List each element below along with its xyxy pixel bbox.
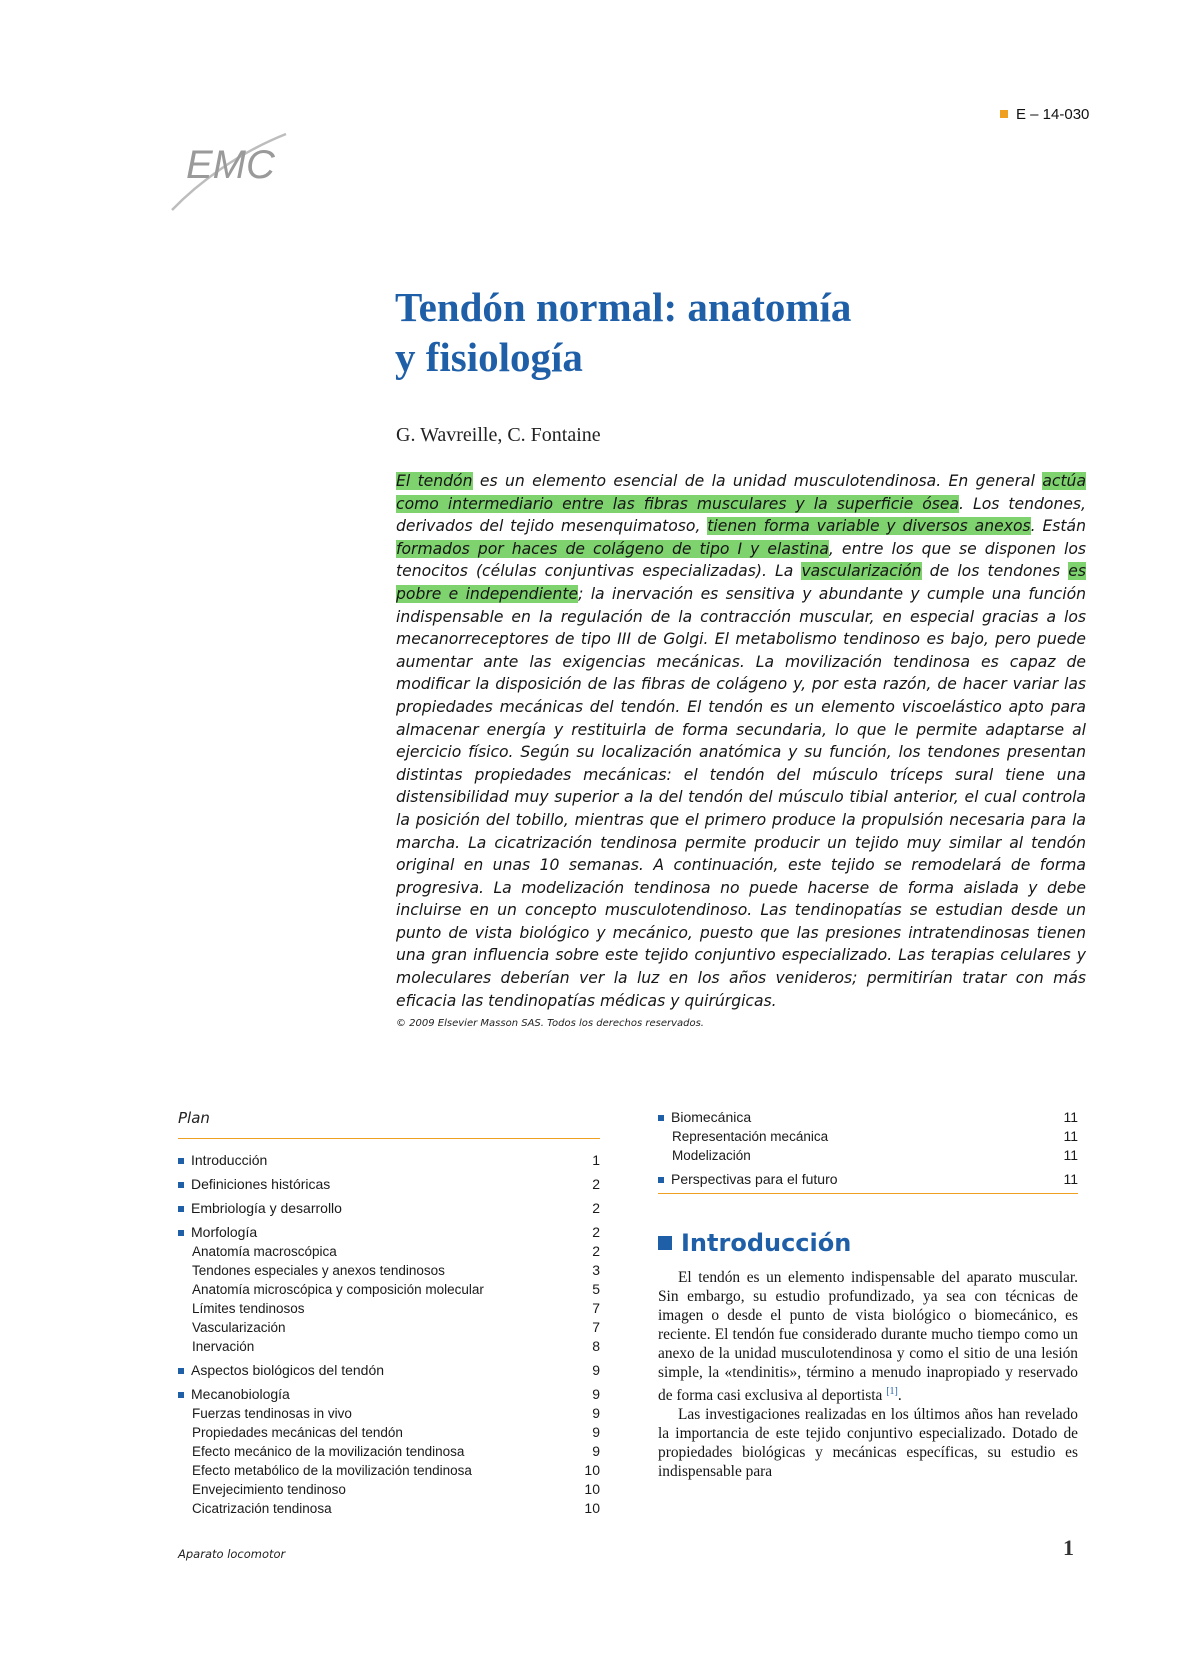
abstract-text: , entre los que se disponen los tenocitos (células conjuntivas especializadas). La [396, 539, 1086, 581]
toc-page-number: 5 [592, 1281, 600, 1297]
plan-title: Plan [178, 1109, 210, 1127]
toc-subentry[interactable] [178, 1480, 600, 1499]
bullet-square-icon [658, 1177, 664, 1183]
toc-label: Cicatrización tendinosa [192, 1501, 332, 1516]
copyright: © 2009 Elsevier Masson SAS. Todos los derechos reservados. [396, 1018, 704, 1029]
toc-page-number: 2 [592, 1200, 600, 1216]
toc-page-number: 9 [592, 1405, 600, 1421]
toc-page-number: 2 [592, 1243, 600, 1259]
highlighted-text: El tendón [396, 472, 473, 490]
paragraph-1-end: . [897, 1387, 902, 1405]
bullet-square-icon [178, 1392, 184, 1398]
toc-label: Efecto mecánico de la movilización tendinosa [192, 1444, 465, 1459]
abstract-text: . Están [1030, 517, 1086, 536]
toc-subentry[interactable] [178, 1404, 600, 1423]
abstract-text: es un elemento esencial de la unidad musculotendinosa. En general [472, 472, 1043, 490]
toc-page-number: 9 [592, 1443, 600, 1459]
toc-label: Embriología y desarrollo [191, 1200, 342, 1216]
paragraph-1-text: El tendón es un elemento indispensable del aparato muscular. Sin embargo, su estudio profundizado, ya sea con técnicas de imagen o desde el punto de vista biológico o biomecánico, es reciente. El tendón fue considerado durante mucho tiempo como un anexo de la unidad musculotendinosa y como el sitio de una lesión simple, la «tendinitis», término a menudo inapropiado y reservado de forma casi exclusiva al deportista [658, 1269, 1078, 1405]
toc-page-number: 9 [592, 1386, 600, 1402]
toc-page-number: 8 [592, 1338, 600, 1354]
toc-entry[interactable] [658, 1108, 1078, 1127]
highlighted-text: formados por haces de colágeno de tipo I y elastina [396, 539, 829, 558]
toc-subentry[interactable] [178, 1318, 600, 1337]
toc-entry[interactable] [658, 1170, 1078, 1189]
title-line-2: y fisiología [395, 334, 583, 380]
toc-page-number: 3 [592, 1262, 600, 1278]
toc-right-divider [658, 1193, 1078, 1194]
authors: G. Wavreille, C. Fontaine [396, 424, 601, 446]
orange-square-icon [1000, 110, 1008, 118]
toc-label: Vascularización [192, 1320, 286, 1335]
blue-square-icon [658, 1236, 672, 1250]
toc-entry[interactable] [178, 1385, 600, 1404]
toc-label: Definiciones históricas [191, 1176, 331, 1192]
toc-page-number: 2 [592, 1224, 600, 1240]
toc-label: Propiedades mecánicas del tendón [192, 1425, 403, 1440]
toc-page-number: 10 [584, 1481, 600, 1497]
logo-text: EMC [186, 143, 275, 187]
title-line-1: Tendón normal: anatomía [395, 284, 852, 330]
toc-page-number: 11 [1063, 1128, 1078, 1144]
toc-label: Introducción [191, 1152, 268, 1168]
toc-subentry[interactable] [178, 1299, 600, 1318]
paragraph-1 [658, 1268, 1078, 1405]
abstract [396, 470, 1086, 1012]
citation-link[interactable]: [1] [886, 1386, 898, 1397]
toc-label: Morfología [191, 1224, 258, 1240]
toc-label: Inervación [192, 1339, 255, 1354]
toc-label: Biomecánica [671, 1109, 752, 1125]
toc-label: Envejecimiento tendinoso [192, 1482, 346, 1497]
toc-label: Límites tendinosos [192, 1301, 305, 1316]
section-heading [658, 1229, 851, 1257]
section-heading-text: Introducción [681, 1229, 852, 1257]
highlighted-text: tienen forma variable y diversos anexos [707, 517, 1031, 536]
toc-label: Perspectivas para el futuro [671, 1171, 838, 1187]
toc-label: Tendones especiales y anexos tendinosos [192, 1263, 445, 1278]
paragraph-2: Las investigaciones realizadas en los últimos años han revelado la importancia de este tejido conjuntivo especializado. Dotado de propiedades biológicas y mecánicas específicas, su estudio es indispensable para [658, 1406, 1078, 1481]
abstract-text: ; la inervación es sensitiva y abundante y cumple una función indispensable en la regulación de la contracción muscular, en especial gracias a los mecanorreceptores de tipo III de Golgi. El metabolismo tendinoso es bajo, pero puede aumentar ante las exigencias mecánicas. La movilización tendinosa es capaz de modificar la disposición de las fibras de colágeno y, por esta razón, de hacer variar las propiedades mecánicas del tendón. El tendón es un elemento viscoelástico apto para almacenar energía y restituirla de forma secundaria, lo que le permite adaptarse al ejercicio físico. Según su localización anatómica y su función, los tendones presentan distintas propiedades mecánicas: el tendón del músculo tríceps sural tiene una distensibilidad muy superior a la del tendón del músculo tibial anterior, el cual controla la posición del tobillo, mientras que el primero produce la propulsión necesaria para la marcha. La cicatrización tendinosa permite producir un tejido muy similar al tendón original en unas 10 semanas. A continuación, este tejido se remodelará de forma progresiva. La modelización tendinosa no puede hacerse de forma aislada y debe incluirse en un concepto musculotendinoso. Las tendinopatías se estudian desde un punto de vista biológico y mecánico, puesto que las presiones intratendinosas tienen una gran influencia sobre este tejido conjuntivo especializado. Las terapias celulares y moleculares deberían ver la luz en los años venideros; permitirían tratar con más eficacia las tendinopatías médicas y quirúrgicas. [396, 584, 1086, 1010]
bullet-square-icon [178, 1230, 184, 1236]
abstract-text: . Los tendones, derivados del tejido mesenquimatoso, [396, 494, 1086, 536]
toc-subentry[interactable] [178, 1423, 600, 1442]
highlighted-text: vascularización [801, 562, 922, 581]
plan-divider [178, 1138, 600, 1139]
article-title [395, 282, 851, 382]
bullet-square-icon [178, 1206, 184, 1212]
toc-subentry[interactable] [178, 1337, 600, 1356]
toc-page-number: 7 [592, 1300, 600, 1316]
bullet-square-icon [658, 1115, 664, 1121]
toc-page-number: 2 [592, 1176, 600, 1192]
toc-page-number: 7 [592, 1319, 600, 1335]
journal-name: Aparato locomotor [178, 1547, 286, 1561]
emc-logo [168, 128, 288, 212]
toc-entry[interactable] [178, 1199, 600, 1218]
toc-subentry[interactable] [178, 1242, 600, 1261]
toc-entry[interactable] [178, 1223, 600, 1242]
page-number: 1 [1063, 1535, 1074, 1560]
toc-entry[interactable] [178, 1175, 600, 1194]
toc-label: Efecto metabólico de la movilización tendinosa [192, 1463, 472, 1478]
toc-page-number: 11 [1063, 1171, 1078, 1187]
toc-page-number: 11 [1063, 1147, 1078, 1163]
toc-subentry[interactable] [178, 1280, 600, 1299]
toc-subentry[interactable] [178, 1461, 600, 1480]
toc-entry[interactable] [178, 1151, 600, 1170]
toc-label: Fuerzas tendinosas in vivo [192, 1406, 352, 1421]
toc-label: Modelización [672, 1148, 751, 1163]
toc-page-number: 1 [592, 1152, 600, 1168]
toc-left-column [178, 1151, 600, 1518]
toc-entry[interactable] [178, 1361, 600, 1380]
toc-subentry[interactable] [178, 1442, 600, 1461]
toc-subentry[interactable] [658, 1127, 1078, 1146]
toc-label: Anatomía macroscópica [192, 1244, 337, 1259]
toc-subentry[interactable] [178, 1261, 600, 1280]
toc-page-number: 10 [584, 1462, 600, 1478]
toc-page-number: 9 [592, 1362, 600, 1378]
toc-page-number: 9 [592, 1424, 600, 1440]
section-body [658, 1268, 1078, 1481]
bullet-square-icon [178, 1182, 184, 1188]
toc-subentry[interactable] [178, 1499, 600, 1518]
toc-page-number: 11 [1063, 1109, 1078, 1125]
abstract-text: de los tendones [921, 562, 1069, 581]
bullet-square-icon [178, 1368, 184, 1374]
bullet-square-icon [178, 1158, 184, 1164]
toc-subentry[interactable] [658, 1146, 1078, 1165]
toc-label: Aspectos biológicos del tendón [191, 1362, 385, 1378]
article-code-text: E – 14-030 [1016, 106, 1090, 123]
article-code [1000, 106, 1089, 123]
toc-label: Anatomía microscópica y composición molecular [192, 1282, 484, 1297]
toc-right-column [658, 1108, 1078, 1189]
highlighted-text: actúa como intermediario entre las fibras musculares y la superficie ósea [396, 472, 1086, 513]
toc-label: Mecanobiología [191, 1386, 290, 1402]
toc-label: Representación mecánica [672, 1129, 829, 1144]
toc-page-number: 10 [584, 1500, 600, 1516]
highlighted-text: es pobre e independiente [396, 562, 1086, 603]
